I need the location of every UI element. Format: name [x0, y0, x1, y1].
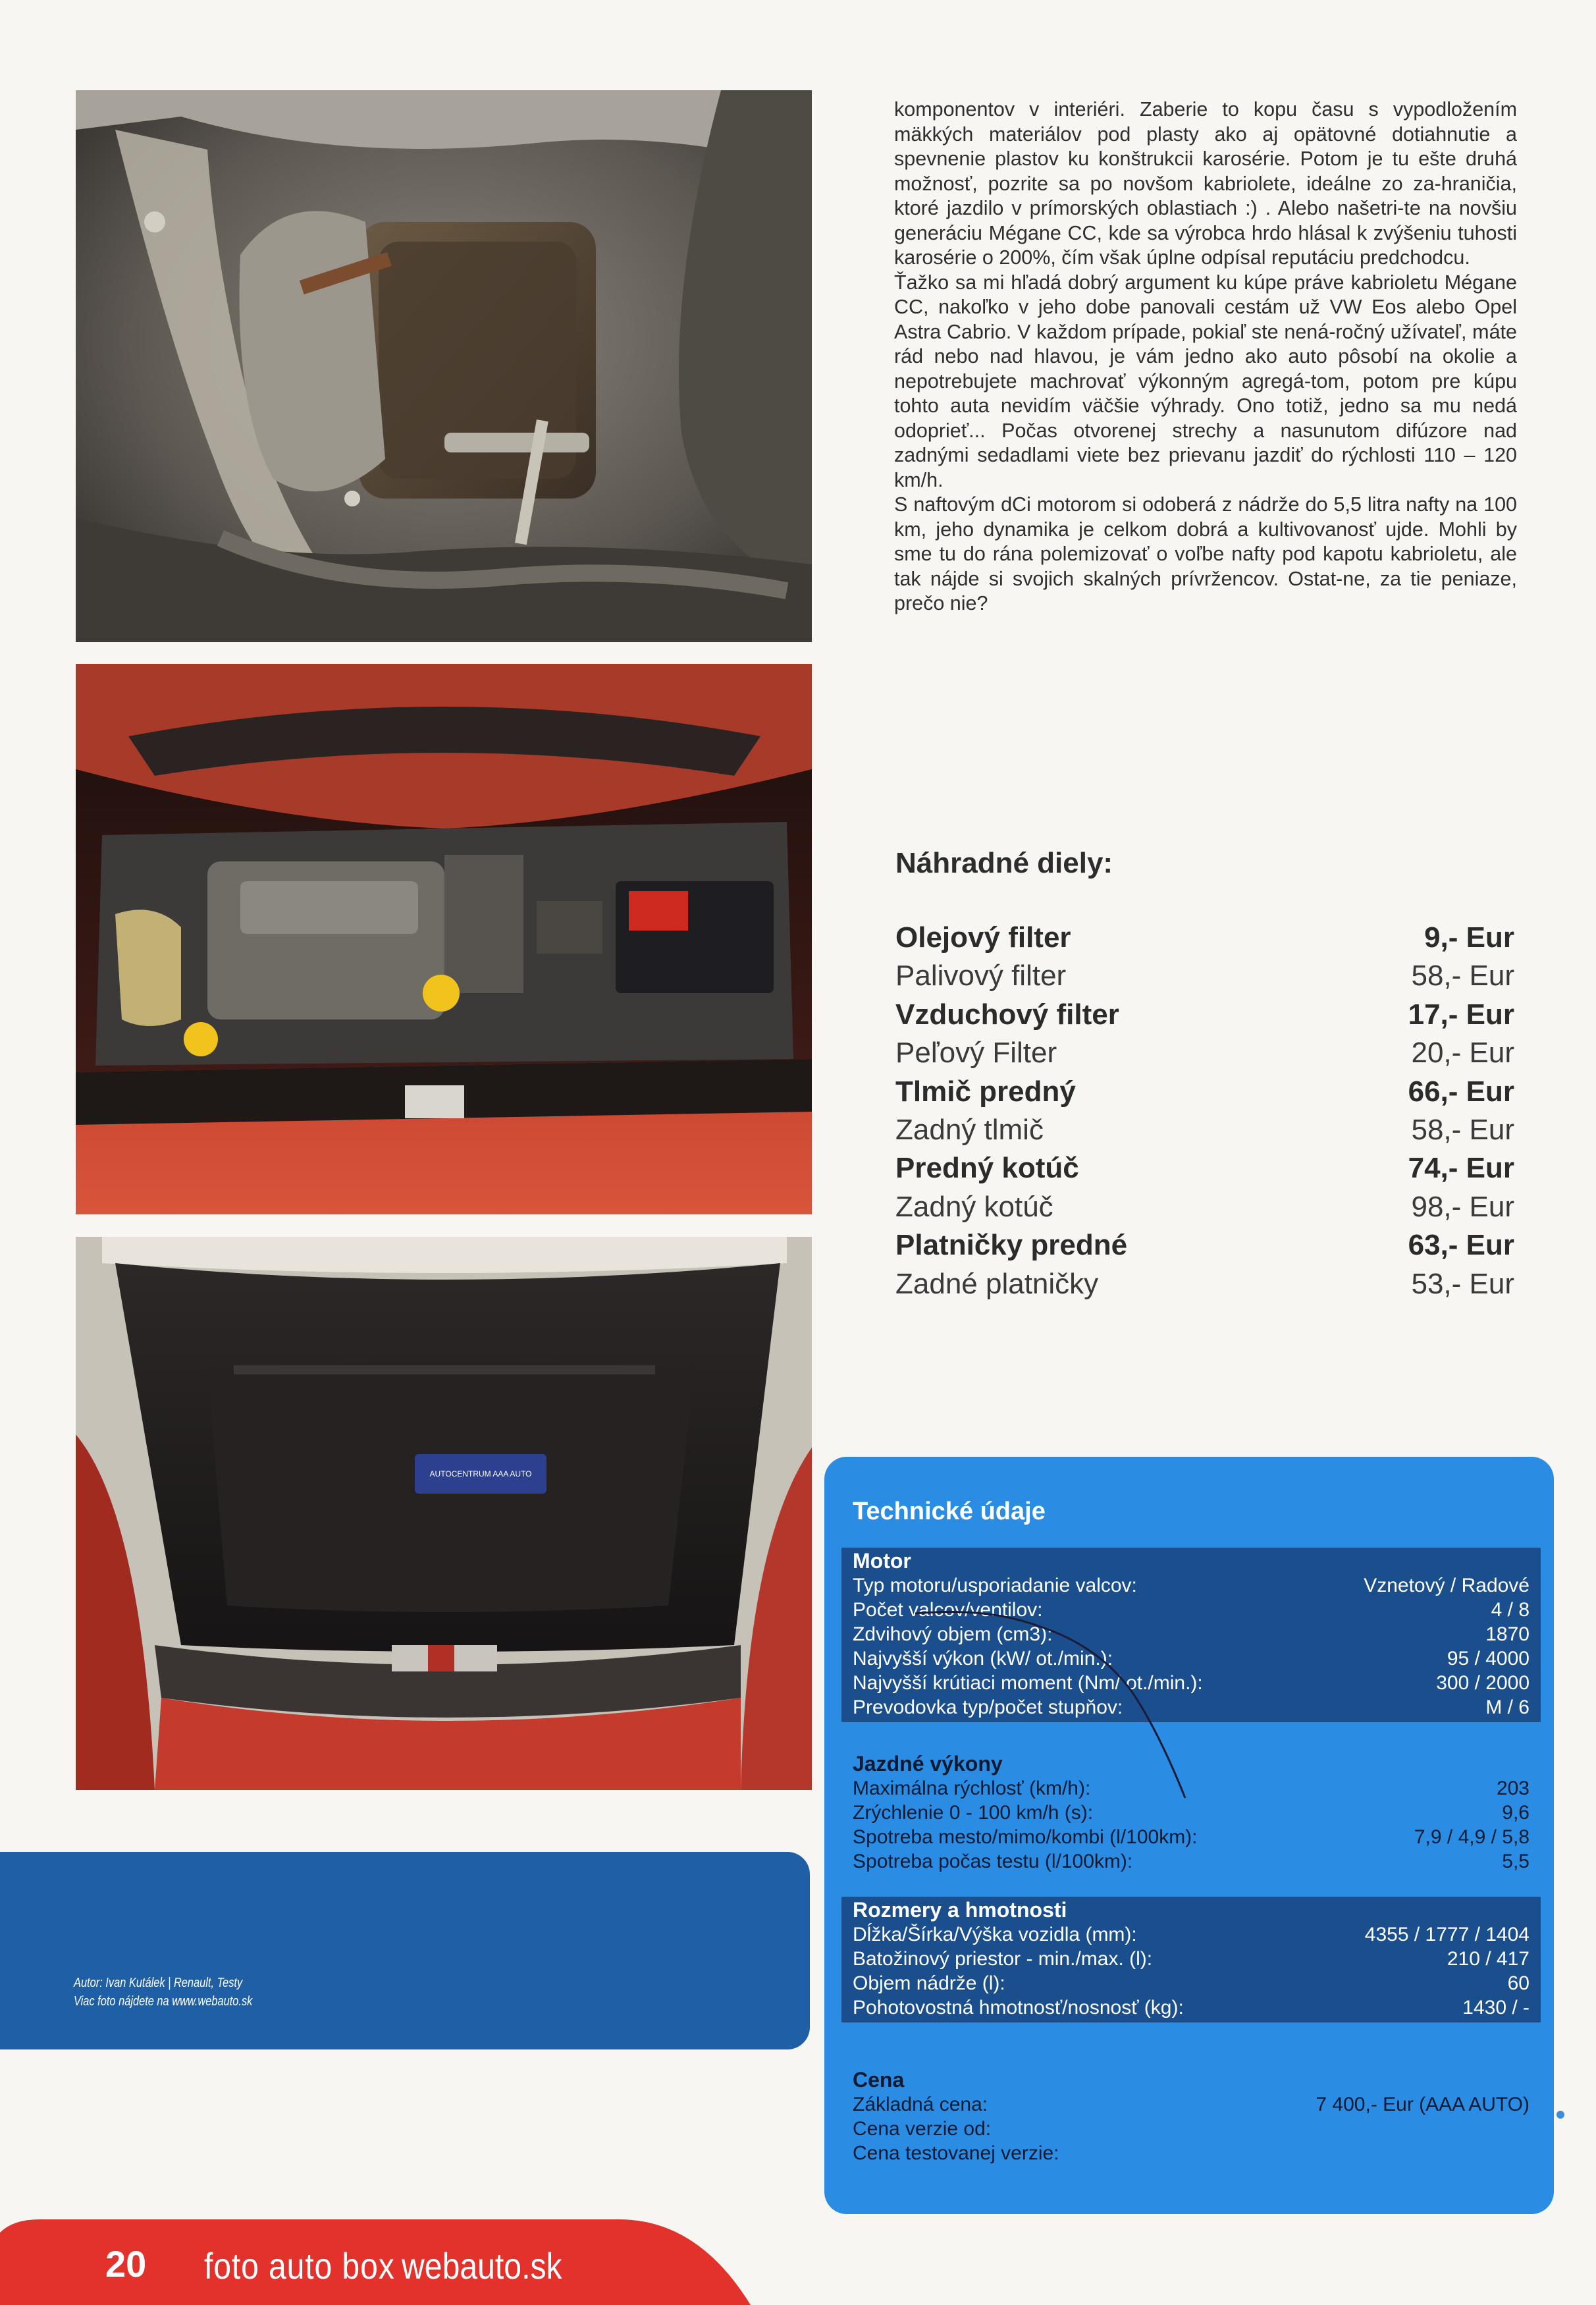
part-name: Platničky predné — [895, 1229, 1128, 1262]
spec-value: 210 / 417 — [1447, 1948, 1530, 1970]
part-price: 9,- Eur — [1424, 921, 1514, 954]
page-number: 20 — [105, 2243, 147, 2285]
part-name: Palivový filter — [895, 960, 1067, 992]
spec-value: M / 6 — [1485, 1696, 1530, 1718]
spec-value: 4355 / 1777 / 1404 — [1364, 1924, 1530, 1945]
article-paragraph: komponentov v interiéri. Zaberie to kopu času s vypodložením mäkkých materiálov pod plasty ako aj opätovné dotiahnutie a spevnenie plastov ku konštrukcii karosérie. Potom je tu ešte druhá možnosť, pozrite sa po novšom kabriolete, ideálne zo za-hraničia, ktoré jazdilo v prímorských oblastiach :) . Alebo našetri-te na novšiu generáciu Mégane CC, kde sa výrobca hrdo hlásal k zvýšeniu tuhosti karosérie o 200%, čím však úplne odpísal reputáciu predchodcu. — [894, 98, 1517, 269]
part-name: Zadné platničky — [895, 1267, 1099, 1300]
photo-trunk — [76, 1237, 812, 1790]
spec-row — [841, 2092, 1541, 2117]
part-name: Tlmič predný — [895, 1075, 1076, 1108]
spec-row — [841, 1947, 1541, 1971]
spec-value: 5,5 — [1502, 1851, 1530, 1872]
spec-row — [841, 1825, 1541, 1849]
part-item — [895, 1149, 1514, 1187]
section-title: Cena — [853, 2068, 905, 2092]
spec-value: 203 — [1496, 1777, 1530, 1799]
part-price: 58,- Eur — [1411, 1113, 1514, 1146]
pen-stroke-mark — [909, 1607, 1251, 1818]
photo-engine-bay — [76, 664, 812, 1214]
trunk-bag-text: AUTOCENTRUM AAA AUTO — [429, 1469, 532, 1478]
spec-label: Spotreba počas testu (l/100km): — [853, 1851, 1133, 1872]
spec-value: 300 / 2000 — [1436, 1672, 1530, 1694]
photo-underbody — [76, 90, 812, 642]
spec-row — [841, 1573, 1541, 1598]
spec-label: Typ motoru/usporiadanie valcov: — [853, 1575, 1137, 1596]
spec-row — [841, 2141, 1541, 2165]
spec-value: 60 — [1507, 1972, 1530, 1994]
spec-value: 7 400,- Eur (AAA AUTO) — [1316, 2094, 1530, 2115]
spec-label: Prevodovka typ/počet stupňov: — [853, 1696, 1123, 1718]
spec-row — [841, 1971, 1541, 1995]
credit-box — [0, 1852, 810, 2049]
tech-section-price — [841, 2068, 1541, 2165]
footer-site: webauto.sk — [402, 2245, 562, 2287]
spec-label: Zrýchlenie 0 - 100 km/h (s): — [853, 1802, 1094, 1824]
spec-value: 4 / 8 — [1491, 1599, 1530, 1621]
spec-value: 1430 / - — [1462, 1997, 1530, 2019]
author-credit: Autor: Ivan Kutálek | Renault, Testy — [74, 1976, 243, 1990]
section-title: Jazdné výkony — [853, 1752, 1003, 1776]
part-item — [895, 957, 1514, 995]
article-paragraph: Ťažko sa mi hľadá dobrý argument ku kúpe práve kabrioletu Mégane CC, nakoľko v jeho dobe panovali cestám už VW Eos alebo Opel Astra Cabrio. V každom prípade, pokiaľ ste nená-ročný užívateľ, máte rád nebo nad hlavou, je vám jedno ako auto pôsobí na okolie a nepotrebujete machrovať výkonným agregá-tom, potom pre kúpu tohto auta nevidím väčšie výhrady. Ono totiž, jedno sa mu nedá odoprieť... Počas otvorenej strechy a nasunutom difúzore nad zadnými sedadlami viete bez prievanu jazdiť do rýchlosti 110 – 120 km/h. — [894, 271, 1517, 491]
spec-label: Objem nádrže (l): — [853, 1972, 1005, 1994]
parts-list — [895, 919, 1514, 1303]
part-name: Vzduchový filter — [895, 998, 1119, 1031]
part-name: Predný kotúč — [895, 1152, 1079, 1185]
part-item — [895, 1226, 1514, 1264]
part-price: 74,- Eur — [1408, 1152, 1514, 1185]
spec-label: Najvyšší krútiaci moment (Nm/ ot./min.): — [853, 1672, 1203, 1694]
spec-label: Zdvihový objem (cm3): — [853, 1623, 1053, 1645]
spec-label: Dĺžka/Šírka/Výška vozidla (mm): — [853, 1924, 1137, 1945]
spec-value: 95 / 4000 — [1447, 1648, 1530, 1669]
parts-title: Náhradné diely: — [895, 847, 1113, 879]
spec-label: Pohotovostná hmotnosť/nosnosť (kg): — [853, 1997, 1184, 2019]
tech-section-dimensions — [841, 1897, 1541, 2022]
spec-row — [841, 1995, 1541, 2020]
part-item — [895, 919, 1514, 957]
spec-value: 7,9 / 4,9 / 5,8 — [1414, 1826, 1530, 1848]
more-photos-credit: Viac foto nájdete na www.webauto.sk — [74, 1994, 253, 2009]
part-item — [895, 996, 1514, 1034]
part-name: Olejový filter — [895, 921, 1071, 954]
part-price: 58,- Eur — [1411, 960, 1514, 992]
part-name: Zadný kotúč — [895, 1190, 1053, 1223]
part-item — [895, 1188, 1514, 1226]
part-item — [895, 1073, 1514, 1111]
part-price: 98,- Eur — [1411, 1190, 1514, 1223]
spec-value: 9,6 — [1502, 1802, 1530, 1824]
part-name: Peľový Filter — [895, 1037, 1057, 1070]
tech-specs-title: Technické údaje — [853, 1498, 1046, 1525]
part-price: 20,- Eur — [1411, 1037, 1514, 1070]
part-item — [895, 1034, 1514, 1072]
spec-label: Najvyšší výkon (kW/ ot./min.): — [853, 1648, 1113, 1669]
spec-label: Spotreba mesto/mimo/kombi (l/100km): — [853, 1826, 1198, 1848]
spec-label: Batožinový priestor - min./max. (l): — [853, 1948, 1153, 1970]
section-title: Motor — [853, 1549, 911, 1573]
spec-row — [841, 2117, 1541, 2141]
spec-row — [841, 1922, 1541, 1947]
part-item — [895, 1111, 1514, 1149]
footer-brand: foto auto box — [204, 2245, 395, 2287]
spec-row — [841, 1849, 1541, 1874]
section-title: Rozmery a hmotnosti — [853, 1898, 1067, 1922]
spec-label: Cena verzie od: — [853, 2118, 992, 2140]
decorative-dot — [1556, 2111, 1564, 2119]
part-price: 53,- Eur — [1411, 1267, 1514, 1300]
part-price: 17,- Eur — [1408, 998, 1514, 1031]
part-price: 66,- Eur — [1408, 1075, 1514, 1108]
spec-label: Cena testovanej verzie: — [853, 2142, 1059, 2164]
spec-label: Počet valcov/ventilov: — [853, 1599, 1043, 1621]
spec-label: Maximálna rýchlosť (km/h): — [853, 1777, 1091, 1799]
part-price: 63,- Eur — [1408, 1229, 1514, 1262]
article-body — [894, 97, 1517, 616]
spec-value: Vznetový / Radové — [1364, 1575, 1530, 1596]
spec-value: 1870 — [1485, 1623, 1530, 1645]
part-name: Zadný tlmič — [895, 1113, 1044, 1146]
part-item — [895, 1265, 1514, 1303]
article-paragraph: S naftovým dCi motorom si odoberá z nádrže do 5,5 litra nafty na 100 km, jeho dynamika je celkom dobrá a kultivovanosť ujde. Mohli by sme tu do rána polemizovať o voľbe nafty pod kapotu kabrioletu, ale tak nájde si svojich skalných prívržencov. Ostat-ne, za tie peniaze, prečo nie? — [894, 493, 1517, 614]
spec-label: Základná cena: — [853, 2094, 988, 2115]
